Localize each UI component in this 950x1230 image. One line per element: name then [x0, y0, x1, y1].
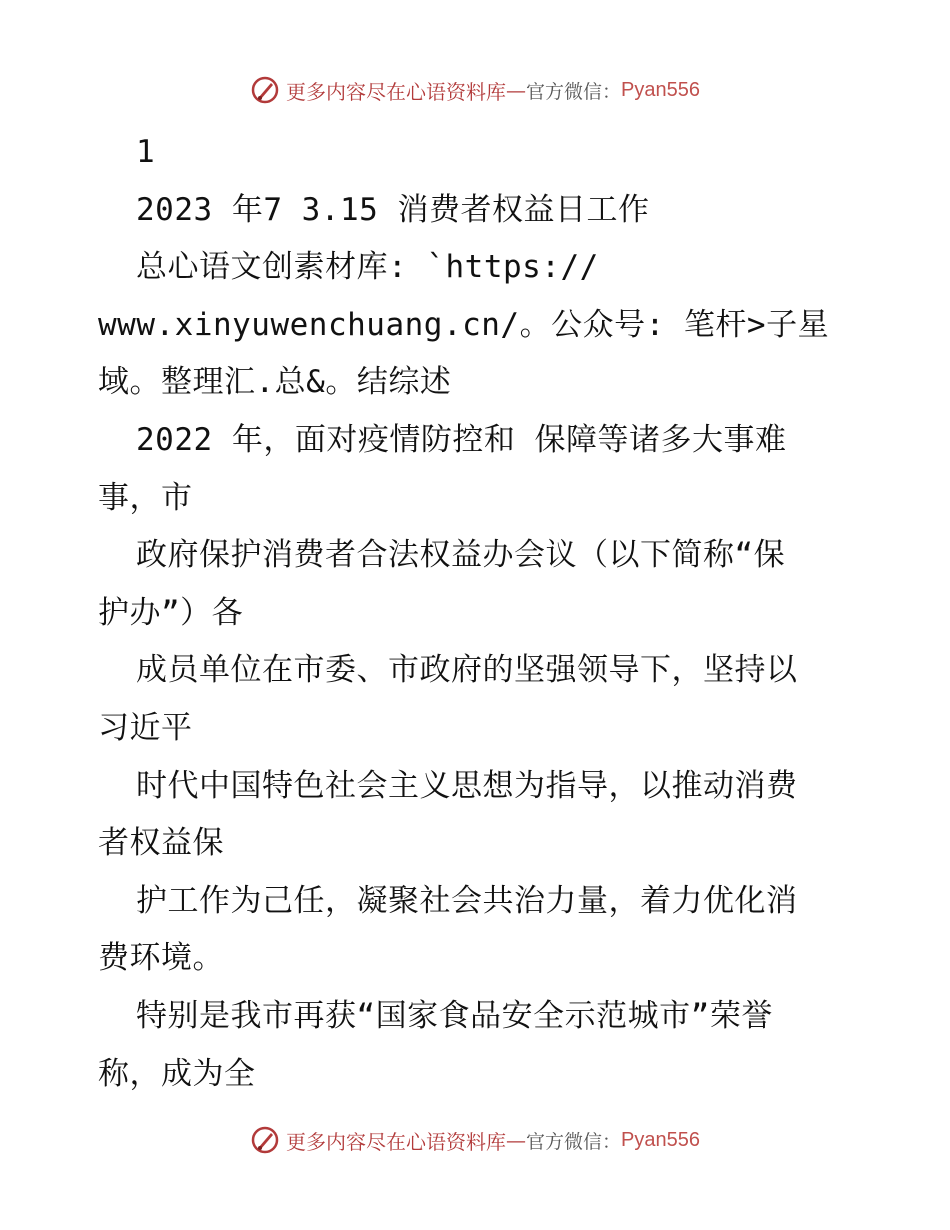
pen-logo-icon	[250, 75, 280, 105]
banner-wechat-label: 官方微信：	[526, 80, 622, 103]
banner-dash: —	[506, 78, 526, 102]
text-line: 政府保护消费者合法权益办会议（以下简称“保	[136, 537, 786, 574]
pen-logo-icon	[250, 1125, 280, 1155]
text-line: www.xinyuwenchuang.cn/。公众号: 笔杆>子星	[98, 306, 830, 343]
banner-wechat-label: 官方微信：	[526, 1130, 622, 1153]
text-line: 习近平	[98, 709, 193, 746]
text-line: 护办”）各	[98, 594, 244, 631]
text-line: 时代中国特色社会主义思想为指导，以推动消费	[136, 767, 798, 804]
text-line: 成员单位在市委、市政府的坚强领导下，坚持以	[136, 652, 798, 689]
banner-wechat-id: Pyan556	[621, 78, 700, 101]
banner-title: 更多内容尽在心语资料库	[286, 79, 506, 104]
footer-banner	[0, 1120, 950, 1160]
banner-wechat-id: Pyan556	[621, 1128, 700, 1151]
text-line: 总心语文创素材库: `https://	[136, 249, 599, 286]
text-line: 费环境。	[98, 940, 224, 977]
text-line: 称，成为全	[98, 1055, 256, 1092]
banner-dash: —	[506, 1128, 526, 1152]
text-line: 护工作为己任，凝聚社会共治力量，着力优化消	[136, 882, 798, 919]
text-line: 2022 年，面对疫情防控和 保障等诸多大事难	[136, 421, 787, 458]
header-banner	[0, 70, 950, 110]
document-body	[98, 124, 878, 1103]
text-line: 者权益保	[98, 825, 224, 862]
text-line: 事，市	[98, 479, 193, 516]
banner-title: 更多内容尽在心语资料库	[286, 1129, 506, 1154]
text-line: 特别是我市再获“国家食品安全示范城市”荣誉	[136, 997, 773, 1034]
text-line: 2023 年7 3.15 消费者权益日工作	[136, 191, 650, 228]
text-line: 1	[136, 134, 156, 170]
text-line: 域。整理汇.总&。结综述	[98, 364, 452, 401]
